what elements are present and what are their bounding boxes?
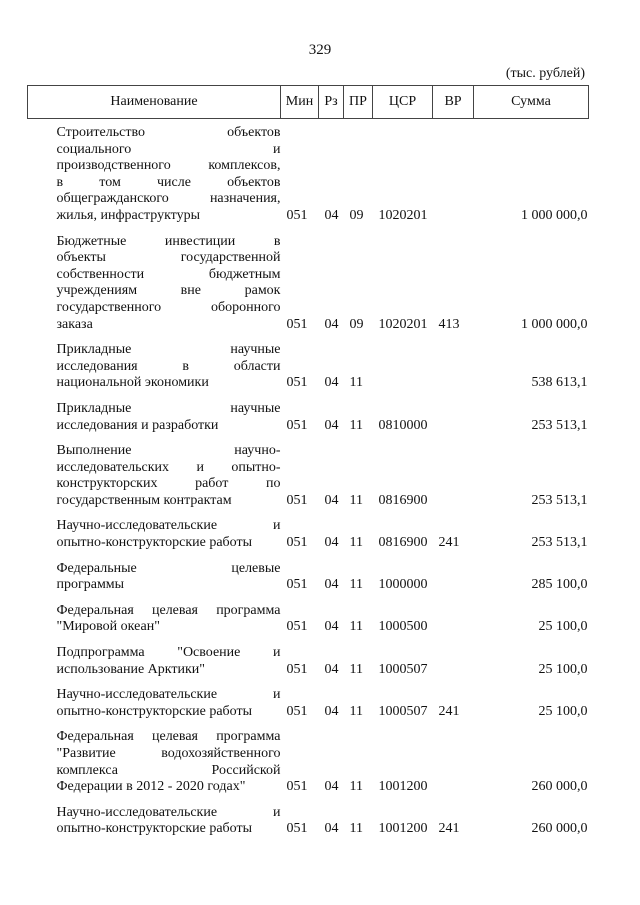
cell-sum: 253 513,1 bbox=[531, 535, 588, 551]
cell-sum: 25 100,0 bbox=[538, 619, 588, 635]
name-word: и bbox=[273, 141, 281, 157]
name-line bbox=[57, 359, 281, 376]
name-word: программа bbox=[216, 729, 281, 745]
table-row bbox=[28, 594, 589, 636]
row-name bbox=[28, 434, 281, 509]
cell-pr: 11 bbox=[349, 375, 363, 391]
name-word: Прикладные bbox=[56, 342, 132, 358]
cell-vr bbox=[433, 392, 474, 434]
name-word: общегражданского bbox=[56, 191, 169, 207]
name-word: Подпрограмма bbox=[56, 645, 145, 661]
table-row bbox=[28, 552, 589, 594]
row-name bbox=[28, 594, 281, 636]
name-line: программы bbox=[56, 577, 125, 593]
cell-csr: 1001200 bbox=[378, 779, 428, 795]
cell-rz: 04 bbox=[324, 779, 339, 795]
cell-rz: 04 bbox=[324, 417, 339, 433]
name-word: Бюджетные bbox=[56, 233, 127, 249]
name-word: в bbox=[182, 358, 189, 374]
cell-sum: 260 000,0 bbox=[531, 821, 588, 837]
cell-rz: 04 bbox=[324, 492, 339, 508]
name-line bbox=[57, 300, 281, 317]
cell-pr: 11 bbox=[349, 417, 363, 433]
name-word: государственной bbox=[180, 250, 281, 266]
cell-csr: 1000507 bbox=[378, 661, 428, 677]
name-line bbox=[57, 283, 281, 300]
row-name bbox=[28, 796, 281, 838]
cell-min: 051 bbox=[286, 661, 308, 677]
cell-rz: 04 bbox=[324, 375, 339, 391]
name-word: бюджетным bbox=[208, 266, 281, 282]
name-line bbox=[57, 561, 281, 578]
cell-min: 051 bbox=[286, 577, 308, 593]
table-row bbox=[28, 225, 589, 334]
name-word: целевая bbox=[151, 602, 198, 618]
name-word: Федеральные bbox=[56, 560, 137, 576]
name-word: комплексов, bbox=[208, 158, 281, 174]
name-word: и bbox=[273, 804, 281, 820]
name-word: Строительство bbox=[56, 125, 145, 140]
cell-rz: 04 bbox=[324, 703, 339, 719]
name-line: национальной экономики bbox=[56, 375, 209, 391]
name-word: назначения, bbox=[209, 191, 281, 207]
cell-pr: 11 bbox=[349, 619, 363, 635]
name-word: и bbox=[196, 459, 204, 475]
name-word: числе bbox=[156, 174, 191, 190]
cell-sum: 285 100,0 bbox=[531, 577, 588, 593]
name-word: исследовательских bbox=[56, 459, 170, 475]
name-line: опытно-конструкторские работы bbox=[56, 703, 253, 719]
row-name bbox=[28, 119, 281, 225]
cell-csr: 1000500 bbox=[378, 619, 428, 635]
row-name bbox=[28, 509, 281, 551]
row-name bbox=[28, 720, 281, 795]
units-label: (тыс. рублей) bbox=[505, 66, 585, 81]
table-row bbox=[28, 333, 589, 392]
cell-sum: 1 000 000,0 bbox=[521, 316, 588, 332]
cell-min: 051 bbox=[286, 375, 308, 391]
cell-rz: 04 bbox=[324, 316, 339, 332]
cell-vr: 241 bbox=[438, 535, 460, 551]
name-word: опытно- bbox=[231, 459, 281, 475]
name-word: Научно-исследовательские bbox=[56, 518, 218, 534]
row-name bbox=[28, 333, 281, 392]
cell-min: 051 bbox=[286, 535, 308, 551]
name-word: целевые bbox=[231, 560, 281, 576]
table-header bbox=[28, 86, 589, 119]
cell-min: 051 bbox=[286, 821, 308, 837]
name-line: опытно-конструкторские работы bbox=[56, 821, 253, 837]
table-row bbox=[28, 392, 589, 434]
name-line bbox=[57, 267, 281, 284]
name-word: целевая bbox=[151, 729, 198, 745]
name-line bbox=[57, 191, 281, 208]
name-word: государственного bbox=[56, 299, 162, 315]
name-word: "Освоение bbox=[177, 645, 241, 661]
table-row bbox=[28, 119, 589, 225]
name-word: в bbox=[56, 174, 64, 190]
name-word: и bbox=[273, 518, 281, 534]
name-line bbox=[57, 729, 281, 746]
cell-pr: 11 bbox=[349, 535, 363, 551]
name-line: жилья, инфраструктуры bbox=[56, 207, 201, 223]
name-word: области bbox=[233, 358, 281, 374]
cell-pr: 11 bbox=[349, 779, 363, 795]
cell-vr bbox=[433, 552, 474, 594]
cell-sum: 260 000,0 bbox=[531, 779, 588, 795]
table-row bbox=[28, 720, 589, 795]
name-line: "Мировой океан" bbox=[56, 619, 160, 635]
cell-vr bbox=[433, 594, 474, 636]
cell-csr: 1000000 bbox=[378, 577, 428, 593]
name-word: социального bbox=[56, 141, 132, 157]
name-word: работ bbox=[195, 476, 229, 492]
name-word: Федеральная bbox=[56, 729, 134, 745]
name-line bbox=[57, 603, 281, 620]
name-word: научные bbox=[230, 342, 281, 358]
budget-table bbox=[27, 85, 589, 838]
name-word: Прикладные bbox=[56, 400, 132, 416]
row-name bbox=[28, 552, 281, 594]
cell-csr: 1020201 bbox=[378, 316, 428, 332]
name-word: вне bbox=[180, 283, 201, 299]
cell-sum: 538 613,1 bbox=[531, 375, 588, 391]
cell-rz: 04 bbox=[324, 535, 339, 551]
cell-pr: 09 bbox=[349, 316, 364, 332]
name-line: опытно-конструкторские работы bbox=[56, 535, 253, 551]
row-name bbox=[28, 392, 281, 434]
name-word: конструкторских bbox=[56, 476, 158, 492]
cell-pr: 11 bbox=[349, 492, 363, 508]
name-word: Научно-исследовательские bbox=[56, 804, 218, 820]
table-row bbox=[28, 509, 589, 551]
cell-sum: 253 513,1 bbox=[531, 417, 588, 433]
cell-min: 051 bbox=[286, 779, 308, 795]
name-line bbox=[57, 158, 281, 175]
cell-csr: 0810000 bbox=[378, 417, 428, 433]
name-line bbox=[57, 234, 281, 251]
name-word: по bbox=[266, 476, 281, 492]
cell-pr: 09 bbox=[349, 207, 364, 223]
name-word: том bbox=[99, 174, 121, 190]
name-line bbox=[57, 645, 281, 662]
cell-pr: 11 bbox=[349, 661, 363, 677]
name-line bbox=[57, 125, 281, 142]
name-word: и bbox=[273, 687, 281, 703]
table-row bbox=[28, 434, 589, 509]
name-word: "Развитие bbox=[56, 746, 116, 761]
name-line: использование Арктики" bbox=[56, 661, 206, 677]
table-row bbox=[28, 678, 589, 720]
cell-sum: 253 513,1 bbox=[531, 492, 588, 508]
cell-min: 051 bbox=[286, 316, 308, 332]
cell-rz: 04 bbox=[324, 577, 339, 593]
name-word: оборонного bbox=[210, 299, 281, 315]
name-word: научные bbox=[230, 400, 281, 416]
cell-pr: 11 bbox=[349, 821, 363, 837]
cell-sum: 25 100,0 bbox=[538, 661, 588, 677]
name-line bbox=[57, 687, 281, 704]
name-line: Федерации в 2012 - 2020 годах" bbox=[56, 779, 246, 795]
header-sum: Сумма bbox=[474, 86, 589, 119]
name-word: объекты bbox=[56, 250, 106, 266]
name-line bbox=[57, 763, 281, 780]
name-word: производственного bbox=[56, 158, 171, 174]
header-name: Наименование bbox=[28, 86, 281, 119]
cell-rz: 04 bbox=[324, 619, 339, 635]
name-line bbox=[57, 342, 281, 359]
cell-csr: 1020201 bbox=[378, 207, 428, 223]
cell-csr bbox=[373, 333, 433, 392]
cell-vr bbox=[433, 720, 474, 795]
cell-csr: 0816900 bbox=[378, 492, 428, 508]
cell-min: 051 bbox=[286, 417, 308, 433]
name-line: заказа bbox=[56, 316, 93, 332]
row-name bbox=[28, 225, 281, 334]
cell-csr: 0816900 bbox=[378, 535, 428, 551]
cell-sum: 1 000 000,0 bbox=[521, 207, 588, 223]
name-line bbox=[57, 250, 281, 267]
cell-min: 051 bbox=[286, 492, 308, 508]
name-word: инвестиции bbox=[164, 233, 236, 249]
name-word: рамок bbox=[244, 283, 281, 299]
header-csr: ЦСР bbox=[373, 86, 433, 119]
name-word: Выполнение bbox=[56, 443, 132, 459]
cell-vr bbox=[433, 119, 474, 225]
name-line bbox=[57, 175, 281, 192]
cell-vr: 241 bbox=[438, 703, 460, 719]
name-word: Российской bbox=[211, 762, 281, 778]
name-line bbox=[57, 476, 281, 493]
cell-vr: 241 bbox=[438, 821, 460, 837]
cell-vr bbox=[433, 434, 474, 509]
name-word: учреждениям bbox=[56, 283, 138, 299]
cell-sum: 25 100,0 bbox=[538, 703, 588, 719]
cell-csr: 1000507 bbox=[378, 703, 428, 719]
name-word: программа bbox=[216, 602, 281, 618]
cell-min: 051 bbox=[286, 703, 308, 719]
name-word: в bbox=[273, 233, 281, 249]
name-word: и bbox=[272, 645, 281, 661]
cell-vr bbox=[433, 636, 474, 678]
cell-csr: 1001200 bbox=[378, 821, 428, 837]
table-row bbox=[28, 636, 589, 678]
name-word: комплекса bbox=[56, 762, 118, 778]
cell-vr: 413 bbox=[438, 316, 460, 332]
name-word: Федеральная bbox=[56, 602, 134, 618]
name-word: объектов bbox=[227, 174, 281, 190]
name-word: исследования bbox=[56, 358, 138, 374]
name-line bbox=[57, 443, 281, 460]
name-word: научно- bbox=[234, 443, 281, 459]
name-line bbox=[57, 460, 281, 477]
table-row bbox=[28, 796, 589, 838]
cell-vr bbox=[433, 333, 474, 392]
name-line bbox=[57, 142, 281, 159]
cell-pr: 11 bbox=[349, 577, 363, 593]
name-word: Научно-исследовательские bbox=[56, 687, 218, 703]
cell-rz: 04 bbox=[324, 661, 339, 677]
header-pr: ПР bbox=[344, 86, 373, 119]
cell-min: 051 bbox=[286, 619, 308, 635]
name-word: собственности bbox=[56, 266, 145, 282]
header-min: Мин bbox=[281, 86, 319, 119]
header-rz: Рз bbox=[319, 86, 344, 119]
name-word: водохозяйственного bbox=[161, 746, 281, 761]
row-name bbox=[28, 636, 281, 678]
name-line bbox=[57, 805, 281, 822]
cell-pr: 11 bbox=[349, 703, 363, 719]
name-word: объектов bbox=[227, 125, 281, 140]
name-line: исследования и разработки bbox=[56, 417, 219, 433]
cell-rz: 04 bbox=[324, 207, 339, 223]
name-line bbox=[57, 401, 281, 418]
name-line: государственным контрактам bbox=[56, 492, 232, 508]
name-line bbox=[57, 518, 281, 535]
page-number: 329 bbox=[308, 42, 332, 58]
header-vr: ВР bbox=[433, 86, 474, 119]
name-line bbox=[57, 746, 281, 763]
row-name bbox=[28, 678, 281, 720]
cell-min: 051 bbox=[286, 207, 308, 223]
cell-rz: 04 bbox=[324, 821, 339, 837]
